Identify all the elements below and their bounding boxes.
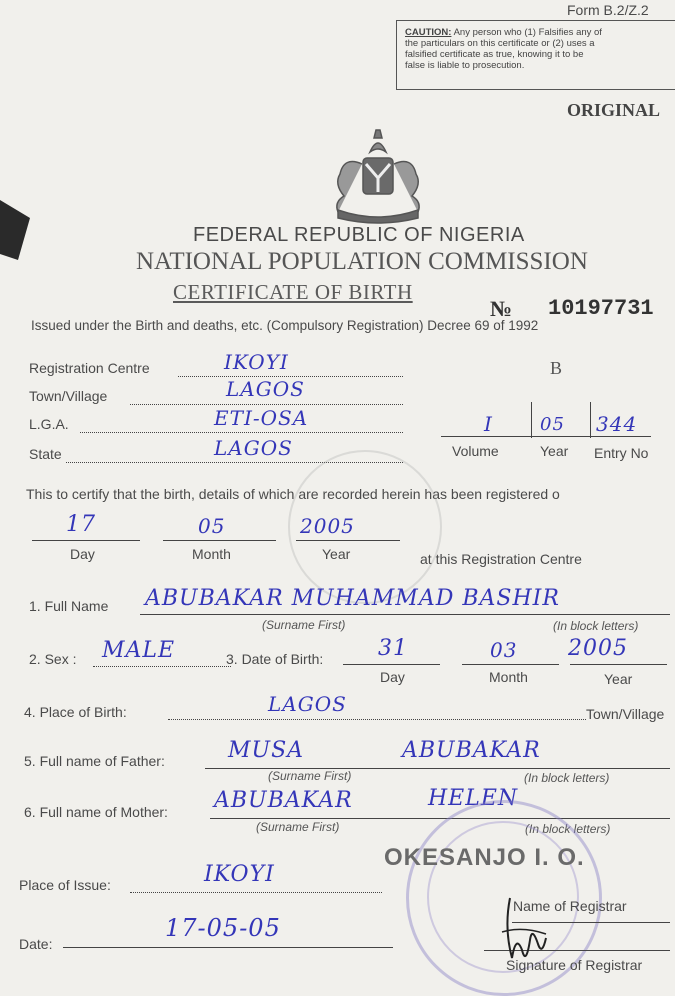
watermark-seal [288,450,442,604]
full-name-label: 1. Full Name [29,598,109,614]
reg-month-line [163,540,276,541]
registrar-signature [496,892,556,972]
reg-year-value: 2005 [300,514,355,538]
document-title: CERTIFICATE OF BIRTH [173,280,413,304]
volume-line [441,436,651,437]
certificate-number-label: № [490,296,513,321]
mother-name-label: 6. Full name of Mother: [24,804,168,820]
father-surname-hint: (Surname First) [268,769,352,783]
volume-value: I [484,412,493,436]
year-label: Year [540,443,569,459]
place-of-birth-value: LAGOS [268,692,347,716]
dob-month-label: Month [489,669,528,685]
reg-month-value: 05 [198,514,226,538]
town-label: Town/Village [29,388,108,404]
town-value: LAGOS [226,377,305,401]
dob-month-line [462,664,559,665]
full-name-line [140,614,670,615]
class-letter: B [550,358,563,378]
town-line [130,404,403,405]
sex-label: 2. Sex : [29,651,77,667]
dob-year-value: 2005 [568,636,628,661]
father-name-label: 5. Full name of Father: [24,753,165,769]
caution-line-1: Any person who (1) Falsifies any of [453,27,602,38]
place-of-issue-line [130,892,382,893]
lga-value: ETI-OSA [214,406,309,430]
reg-month-label: Month [192,546,231,562]
full-name-block-hint: (In block letters) [553,619,639,633]
reg-year-label: Year [322,546,351,562]
copy-type: ORIGINAL [567,100,661,120]
entry-label: Entry No [594,445,649,461]
certificate-number: 10197731 [548,296,654,321]
state-label: State [29,446,62,462]
place-of-birth-line [168,719,586,720]
father-block-hint: (In block letters) [524,771,610,785]
volume-label: Volume [452,443,499,459]
issued-under-text: Issued under the Birth and deaths, etc. (Compulsory Registration) Decree 69 of 1992 [31,318,539,333]
registrar-stamp-name: OKESANJO I. O. [384,844,585,871]
full-name-value: ABUBAKAR MUHAMMAD BASHIR [145,586,560,611]
mother-surname-value: ABUBAKAR [214,788,353,813]
date-of-issue-label: Date: [19,936,53,952]
volume-divider-2 [590,402,591,438]
caution-line-2: the particulars on this certificate or (2) uses a [405,38,595,49]
form-code: Form B.2/Z.2 [567,2,649,18]
agency-title: NATIONAL POPULATION COMMISSION [136,248,588,275]
place-of-issue-label: Place of Issue: [19,877,111,893]
reg-day-value: 17 [66,512,96,537]
state-value: LAGOS [214,436,293,460]
father-first-value: MUSA [228,738,305,763]
dob-year-label: Year [604,671,633,687]
reg-date-suffix: at this Registration Centre [420,551,582,567]
volume-divider-1 [531,402,532,438]
dob-day-line [343,664,440,665]
dob-day-value: 31 [378,636,408,661]
place-of-birth-label: 4. Place of Birth: [24,704,127,720]
lga-line [80,432,403,433]
reg-day-label: Day [70,546,95,562]
dob-year-line [570,664,667,665]
mother-surname-hint: (Surname First) [256,820,340,834]
mother-first-value: HELEN [428,786,519,811]
registrar-signature-label: Signature of Registrar [506,957,643,973]
scan-shadow [0,200,30,260]
father-surname-value: ABUBAKAR [402,738,541,763]
entry-value: 344 [596,412,638,436]
mother-block-hint: (In block letters) [525,822,611,836]
coat-of-arms-emblem [318,124,438,224]
full-name-surname-hint: (Surname First) [262,618,346,632]
sex-line [93,666,231,667]
certify-text: This to certify that the birth, details of which are recorded herein has been registered o [26,486,560,502]
mother-name-line [210,818,670,819]
caution-line-3: falsified certificate as true, knowing it to be [405,49,584,60]
caution-label: CAUTION: [405,27,452,38]
date-of-birth-label: 3. Date of Birth: [226,651,324,667]
caution-line-4: false is liable to prosecution. [405,60,525,71]
registrar-name-label: Name of Registrar [513,898,627,914]
date-of-issue-value: 17-05-05 [165,914,281,942]
place-of-birth-suffix: Town/Village [586,706,665,722]
country-title: FEDERAL REPUBLIC OF NIGERIA [193,224,525,246]
dob-day-label: Day [380,669,405,685]
date-of-issue-line [63,947,393,948]
caution-box [396,20,675,90]
registration-centre-value: IKOYI [224,350,289,374]
place-of-issue-value: IKOYI [204,862,275,887]
lga-label: L.G.A. [29,416,69,432]
dob-month-value: 03 [490,638,518,662]
year-value: 05 [540,414,565,435]
sex-value: MALE [102,638,176,663]
reg-day-line [32,540,140,541]
registration-centre-label: Registration Centre [29,360,150,376]
